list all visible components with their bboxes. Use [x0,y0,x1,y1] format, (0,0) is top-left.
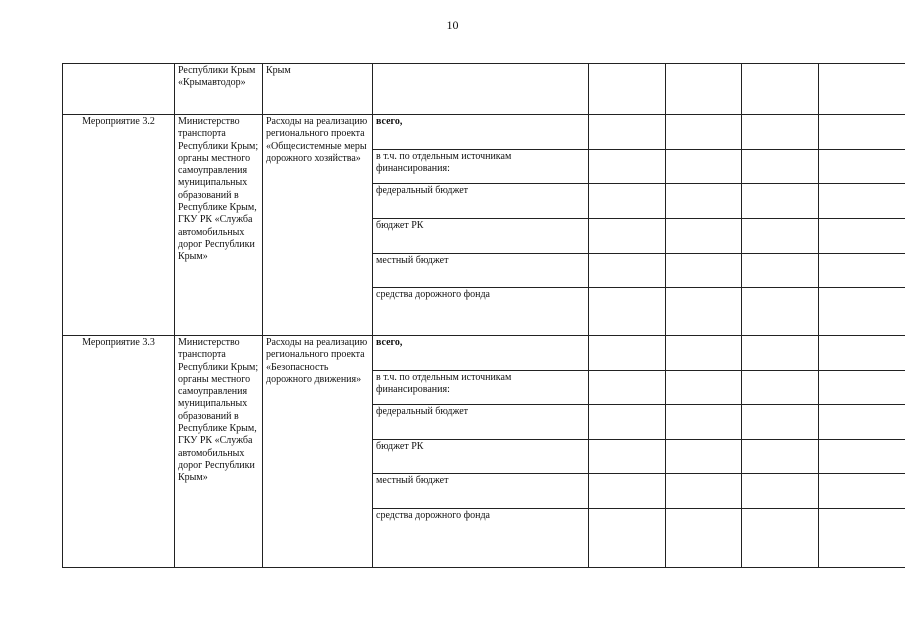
source-cell [373,64,589,115]
value-cell [742,219,819,254]
value-cell [666,474,742,509]
program-table [62,63,905,568]
executor-cell: Министерство транспорта Республики Крым; органы местного самоуправления муниципальных образований в Республике Крым, ГКУ РК «Служба автомобильных дорог Республики Крым» [175,336,263,568]
value-cell [666,219,742,254]
value-cell [819,254,905,288]
value-cell [819,440,905,474]
value-cell [742,64,819,115]
value-cell [589,254,666,288]
value-cell [666,405,742,440]
value-cell [819,184,905,219]
value-cell [589,474,666,509]
value-cell [666,115,742,150]
value-cell [589,64,666,115]
source-cell: всего, [373,336,589,371]
value-cell [589,509,666,568]
value-cell [819,150,905,184]
value-cell [666,336,742,371]
source-cell: местный бюджет [373,254,589,288]
source-cell: федеральный бюджет [373,184,589,219]
source-cell: бюджет РК [373,440,589,474]
measure-name-cell: Крым [263,64,373,115]
value-cell [589,288,666,336]
value-cell [819,474,905,509]
table-row [63,336,905,371]
value-cell [589,371,666,405]
executor-cell: Министерство транспорта Республики Крым; органы местного самоуправления муниципальных образований в Республике Крым, ГКУ РК «Служба автомобильных дорог Республики Крым» [175,115,263,336]
value-cell [819,336,905,371]
value-cell [666,509,742,568]
page-number: 10 [446,18,459,32]
value-cell [589,150,666,184]
value-cell [666,254,742,288]
value-cell [819,288,905,336]
value-cell [819,64,905,115]
value-cell [589,184,666,219]
source-cell: в т.ч. по отдельным источникам финансирования: [373,150,589,184]
value-cell [742,288,819,336]
source-cell: средства дорожного фонда [373,509,589,568]
value-cell [742,371,819,405]
value-cell [666,150,742,184]
source-cell: федеральный бюджет [373,405,589,440]
source-cell: местный бюджет [373,474,589,509]
source-cell: в т.ч. по отдельным источникам финансирования: [373,371,589,405]
value-cell [742,115,819,150]
value-cell [742,440,819,474]
value-cell [819,371,905,405]
value-cell [666,184,742,219]
measure-id-cell [63,64,175,115]
value-cell [589,336,666,371]
measure-name-cell: Расходы на реализацию регионального проекта «Общесистемные меры дорожного хозяйства» [263,115,373,336]
measure-id-cell: Мероприятие 3.3 [63,336,175,568]
table-row [63,115,905,150]
source-cell: всего, [373,115,589,150]
source-cell: средства дорожного фонда [373,288,589,336]
value-cell [589,405,666,440]
executor-cell: Республики Крым «Крымавтодор» [175,64,263,115]
measure-name-cell: Расходы на реализацию регионального проекта «Безопасность дорожного движения» [263,336,373,568]
value-cell [589,115,666,150]
measure-id-cell: Мероприятие 3.2 [63,115,175,336]
value-cell [742,150,819,184]
value-cell [666,440,742,474]
value-cell [666,371,742,405]
value-cell [742,405,819,440]
value-cell [819,115,905,150]
source-cell: бюджет РК [373,219,589,254]
value-cell [742,509,819,568]
table-row [63,64,905,115]
value-cell [819,219,905,254]
value-cell [742,184,819,219]
value-cell [589,440,666,474]
value-cell [819,405,905,440]
value-cell [742,254,819,288]
value-cell [819,509,905,568]
value-cell [666,288,742,336]
value-cell [742,474,819,509]
value-cell [589,219,666,254]
value-cell [742,336,819,371]
value-cell [666,64,742,115]
